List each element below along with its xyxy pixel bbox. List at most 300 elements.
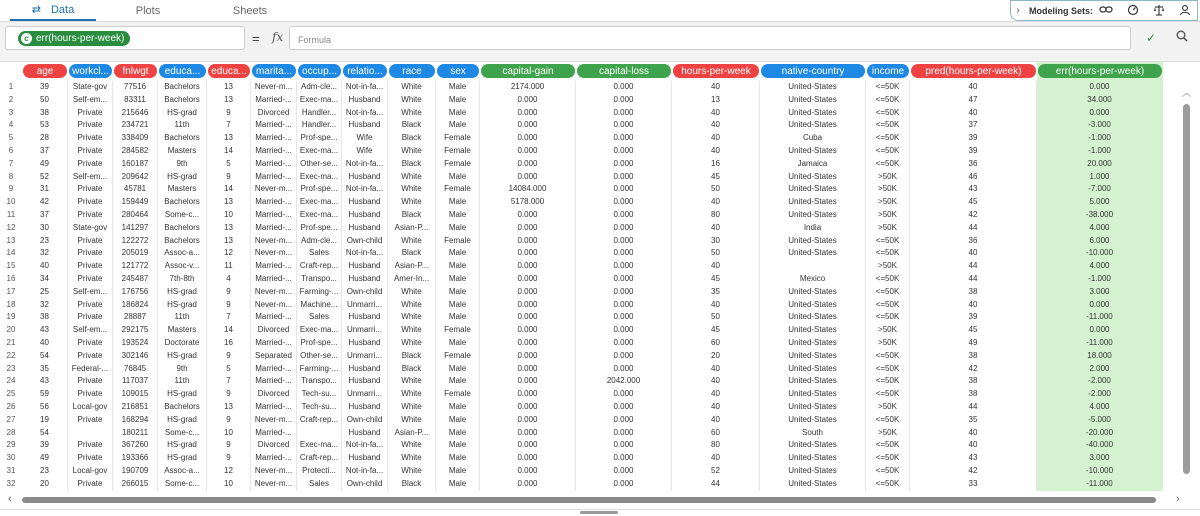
table-cell[interactable]: 40: [910, 81, 1037, 94]
table-cell[interactable]: <=50K: [866, 388, 910, 401]
table-cell[interactable]: 40: [672, 363, 760, 376]
table-cell[interactable]: 23: [22, 465, 68, 478]
table-cell[interactable]: Private: [68, 158, 113, 171]
table-cell[interactable]: Prof-spe...: [297, 132, 342, 145]
table-cell[interactable]: Craft-rep...: [297, 414, 342, 427]
vertical-scrollbar[interactable]: [1178, 62, 1196, 492]
table-cell[interactable]: 40: [672, 375, 760, 388]
table-cell[interactable]: 37: [22, 145, 68, 158]
table-cell[interactable]: <=50K: [866, 299, 910, 312]
table-cell[interactable]: 49: [22, 158, 68, 171]
table-cell[interactable]: 30: [22, 222, 68, 235]
table-cell[interactable]: 44: [910, 260, 1037, 273]
table-cell[interactable]: 0.000: [576, 401, 672, 414]
table-cell[interactable]: 0.000: [480, 235, 576, 248]
table-row[interactable]: [0, 324, 1200, 337]
table-cell[interactable]: 45: [910, 196, 1037, 209]
table-cell[interactable]: -11.000: [1037, 311, 1163, 324]
table-cell[interactable]: 38: [910, 350, 1037, 363]
table-cell[interactable]: United-States: [760, 119, 866, 132]
table-cell[interactable]: 38: [910, 286, 1037, 299]
table-cell[interactable]: HS-grad: [158, 286, 207, 299]
table-cell[interactable]: Male: [436, 107, 480, 120]
table-row[interactable]: [0, 299, 1200, 312]
table-cell[interactable]: -1.000: [1037, 132, 1163, 145]
table-cell[interactable]: White: [388, 235, 436, 248]
table-cell[interactable]: 0.000: [576, 337, 672, 350]
formula-input[interactable]: Formula: [289, 26, 1131, 50]
table-cell[interactable]: Male: [436, 222, 480, 235]
table-cell[interactable]: Adm-cle...: [297, 235, 342, 248]
table-cell[interactable]: 109015: [113, 388, 158, 401]
table-cell[interactable]: 49: [910, 337, 1037, 350]
table-cell[interactable]: 0.000: [480, 132, 576, 145]
table-row[interactable]: [0, 107, 1200, 120]
table-cell[interactable]: 11: [207, 260, 251, 273]
table-cell[interactable]: <=50K: [866, 247, 910, 260]
table-cell[interactable]: 32: [22, 299, 68, 312]
table-cell[interactable]: United-States: [760, 81, 866, 94]
table-cell[interactable]: 3.000: [1037, 452, 1163, 465]
table-cell[interactable]: United-States: [760, 311, 866, 324]
table-cell[interactable]: -10.000: [1037, 247, 1163, 260]
chevron-right-icon[interactable]: ›: [1016, 5, 1020, 16]
table-row[interactable]: [0, 183, 1200, 196]
table-cell[interactable]: 0.000: [576, 286, 672, 299]
table-cell[interactable]: 0.000: [480, 388, 576, 401]
table-cell[interactable]: 4.000: [1037, 260, 1163, 273]
tab-plots[interactable]: [100, 0, 196, 21]
table-cell[interactable]: 0.000: [480, 439, 576, 452]
table-cell[interactable]: Own-child: [342, 478, 388, 491]
table-cell[interactable]: >50K: [866, 209, 910, 222]
table-cell[interactable]: Male: [436, 273, 480, 286]
table-cell[interactable]: 37: [22, 209, 68, 222]
table-cell[interactable]: 34: [22, 273, 68, 286]
table-cell[interactable]: Male: [436, 337, 480, 350]
table-cell[interactable]: 40: [672, 401, 760, 414]
table-cell[interactable]: 52: [22, 171, 68, 184]
table-cell[interactable]: 10: [207, 209, 251, 222]
table-cell[interactable]: Black: [388, 132, 436, 145]
table-cell[interactable]: <=50K: [866, 439, 910, 452]
table-cell[interactable]: 40: [672, 119, 760, 132]
column-header[interactable]: sex: [437, 64, 479, 78]
table-cell[interactable]: 23: [22, 235, 68, 248]
table-cell[interactable]: 121772: [113, 260, 158, 273]
table-cell[interactable]: 117037: [113, 375, 158, 388]
table-cell[interactable]: <=50K: [866, 478, 910, 491]
table-cell[interactable]: Exec-ma...: [297, 209, 342, 222]
table-cell[interactable]: 44: [910, 273, 1037, 286]
table-cell[interactable]: >50K: [866, 183, 910, 196]
table-cell[interactable]: 0.000: [1037, 324, 1163, 337]
table-cell[interactable]: [297, 427, 342, 440]
table-cell[interactable]: >50K: [866, 260, 910, 273]
table-cell[interactable]: Asian-P...: [388, 222, 436, 235]
table-cell[interactable]: Private: [68, 388, 113, 401]
table-cell[interactable]: Husband: [342, 119, 388, 132]
table-cell[interactable]: Own-child: [342, 414, 388, 427]
column-header[interactable]: relatio...: [343, 64, 387, 78]
table-cell[interactable]: Private: [68, 311, 113, 324]
table-cell[interactable]: United-States: [760, 452, 866, 465]
table-cell[interactable]: 11th: [158, 311, 207, 324]
table-row[interactable]: [0, 350, 1200, 363]
table-cell[interactable]: <=50K: [866, 132, 910, 145]
table-cell[interactable]: 0.000: [576, 439, 672, 452]
table-cell[interactable]: Married-...: [251, 452, 297, 465]
link-icon[interactable]: [1099, 5, 1113, 16]
column-header[interactable]: capital-gain: [481, 64, 575, 78]
table-cell[interactable]: Bachelors: [158, 132, 207, 145]
table-cell[interactable]: Other-se...: [297, 350, 342, 363]
table-cell[interactable]: Never-m...: [251, 247, 297, 260]
table-cell[interactable]: 0.000: [480, 145, 576, 158]
table-cell[interactable]: Bachelors: [158, 401, 207, 414]
table-cell[interactable]: 13: [207, 401, 251, 414]
table-cell[interactable]: Wife: [342, 132, 388, 145]
table-cell[interactable]: Farming-...: [297, 363, 342, 376]
column-header[interactable]: educa...: [159, 64, 206, 78]
table-cell[interactable]: 13: [207, 132, 251, 145]
table-cell[interactable]: Husband: [342, 337, 388, 350]
table-cell[interactable]: United-States: [760, 478, 866, 491]
table-cell[interactable]: State-gov: [68, 81, 113, 94]
table-cell[interactable]: Married-...: [251, 273, 297, 286]
table-cell[interactable]: 0.000: [576, 324, 672, 337]
table-cell[interactable]: White: [388, 324, 436, 337]
table-cell[interactable]: Married-...: [251, 337, 297, 350]
table-cell[interactable]: 216851: [113, 401, 158, 414]
table-cell[interactable]: 266015: [113, 478, 158, 491]
table-cell[interactable]: Never-m...: [251, 81, 297, 94]
table-cell[interactable]: 9th: [158, 158, 207, 171]
table-cell[interactable]: 0.000: [480, 401, 576, 414]
table-cell[interactable]: 52: [672, 465, 760, 478]
table-cell[interactable]: 0.000: [576, 107, 672, 120]
table-cell[interactable]: State-gov: [68, 222, 113, 235]
column-pill[interactable]: [18, 31, 130, 46]
table-cell[interactable]: Masters: [158, 145, 207, 158]
table-cell[interactable]: 53: [22, 119, 68, 132]
table-cell[interactable]: 83311: [113, 94, 158, 107]
table-cell[interactable]: Divorced: [251, 324, 297, 337]
table-cell[interactable]: 12: [207, 247, 251, 260]
table-cell[interactable]: <=50K: [866, 286, 910, 299]
table-cell[interactable]: Male: [436, 119, 480, 132]
table-cell[interactable]: 13: [207, 235, 251, 248]
table-cell[interactable]: <=50K: [866, 452, 910, 465]
table-row[interactable]: [0, 171, 1200, 184]
table-cell[interactable]: 60: [672, 427, 760, 440]
table-cell[interactable]: Never-m...: [251, 414, 297, 427]
table-cell[interactable]: United-States: [760, 414, 866, 427]
table-cell[interactable]: Private: [68, 145, 113, 158]
table-cell[interactable]: 0.000: [576, 414, 672, 427]
chevron-up-icon[interactable]: ︿: [1182, 88, 1192, 98]
table-cell[interactable]: 76845: [113, 363, 158, 376]
table-cell[interactable]: United-States: [760, 439, 866, 452]
table-cell[interactable]: 42: [910, 363, 1037, 376]
column-header[interactable]: workcl...: [69, 64, 112, 78]
table-cell[interactable]: Husband: [342, 452, 388, 465]
table-cell[interactable]: <=50K: [866, 235, 910, 248]
table-cell[interactable]: 4: [207, 273, 251, 286]
table-cell[interactable]: 36: [910, 235, 1037, 248]
table-cell[interactable]: 19: [22, 414, 68, 427]
table-cell[interactable]: 0.000: [480, 465, 576, 478]
column-header[interactable]: native-country: [761, 64, 865, 78]
table-cell[interactable]: 54: [22, 350, 68, 363]
table-cell[interactable]: 42: [910, 209, 1037, 222]
table-cell[interactable]: 38: [22, 311, 68, 324]
table-cell[interactable]: India: [760, 222, 866, 235]
table-cell[interactable]: Married-...: [251, 171, 297, 184]
table-cell[interactable]: 0.000: [576, 209, 672, 222]
table-cell[interactable]: 40: [672, 222, 760, 235]
table-cell[interactable]: 36: [910, 158, 1037, 171]
table-cell[interactable]: 245487: [113, 273, 158, 286]
table-cell[interactable]: White: [388, 145, 436, 158]
table-cell[interactable]: United-States: [760, 235, 866, 248]
table-cell[interactable]: Never-m...: [251, 478, 297, 491]
table-cell[interactable]: Male: [436, 286, 480, 299]
table-cell[interactable]: White: [388, 183, 436, 196]
table-cell[interactable]: Married-...: [251, 311, 297, 324]
table-cell[interactable]: White: [388, 452, 436, 465]
table-cell[interactable]: Female: [436, 235, 480, 248]
table-cell[interactable]: 0.000: [480, 375, 576, 388]
table-cell[interactable]: United-States: [760, 286, 866, 299]
table-row[interactable]: [0, 311, 1200, 324]
table-cell[interactable]: United-States: [760, 183, 866, 196]
table-cell[interactable]: 7th-8th: [158, 273, 207, 286]
table-row[interactable]: [0, 427, 1200, 440]
table-cell[interactable]: Prof-spe...: [297, 337, 342, 350]
table-cell[interactable]: 16: [207, 337, 251, 350]
table-cell[interactable]: 0.000: [480, 427, 576, 440]
table-cell[interactable]: Never-m...: [251, 183, 297, 196]
table-cell[interactable]: Married-...: [251, 375, 297, 388]
table-cell[interactable]: White: [388, 375, 436, 388]
table-cell[interactable]: Unmarri...: [342, 388, 388, 401]
table-cell[interactable]: 40: [672, 145, 760, 158]
table-cell[interactable]: Married-...: [251, 119, 297, 132]
column-header[interactable]: capital-loss: [577, 64, 671, 78]
table-cell[interactable]: 0.000: [576, 222, 672, 235]
table-cell[interactable]: 20.000: [1037, 158, 1163, 171]
table-cell[interactable]: 80: [672, 209, 760, 222]
table-cell[interactable]: Transpo...: [297, 273, 342, 286]
table-cell[interactable]: Male: [436, 465, 480, 478]
table-cell[interactable]: 13: [207, 94, 251, 107]
table-cell[interactable]: 180211: [113, 427, 158, 440]
table-cell[interactable]: Self-em...: [68, 324, 113, 337]
table-cell[interactable]: 0.000: [480, 171, 576, 184]
table-cell[interactable]: Unmarri...: [342, 299, 388, 312]
table-cell[interactable]: 13: [207, 196, 251, 209]
table-cell[interactable]: 0.000: [480, 350, 576, 363]
column-header[interactable]: hours-per-week: [673, 64, 759, 78]
table-cell[interactable]: 0.000: [480, 209, 576, 222]
table-cell[interactable]: <=50K: [866, 375, 910, 388]
table-cell[interactable]: >50K: [866, 196, 910, 209]
table-cell[interactable]: Married-...: [251, 363, 297, 376]
table-cell[interactable]: 2.000: [1037, 363, 1163, 376]
table-cell[interactable]: Exec-ma...: [297, 324, 342, 337]
table-row[interactable]: [0, 375, 1200, 388]
table-cell[interactable]: -1.000: [1037, 273, 1163, 286]
table-cell[interactable]: 7: [207, 375, 251, 388]
table-cell[interactable]: Assoc-v...: [158, 260, 207, 273]
chevron-left-icon[interactable]: ‹: [8, 493, 12, 505]
table-cell[interactable]: 13: [207, 222, 251, 235]
table-cell[interactable]: 0.000: [480, 247, 576, 260]
table-cell[interactable]: 0.000: [1037, 81, 1163, 94]
table-cell[interactable]: 40: [672, 81, 760, 94]
table-cell[interactable]: Bachelors: [158, 235, 207, 248]
table-cell[interactable]: 38: [22, 107, 68, 120]
table-cell[interactable]: Some-c...: [158, 209, 207, 222]
table-cell[interactable]: -11.000: [1037, 478, 1163, 491]
table-cell[interactable]: South: [760, 427, 866, 440]
table-cell[interactable]: <=50K: [866, 158, 910, 171]
table-cell[interactable]: Married-...: [251, 209, 297, 222]
table-cell[interactable]: Exec-ma...: [297, 439, 342, 452]
table-cell[interactable]: 5178.000: [480, 196, 576, 209]
table-cell[interactable]: Husband: [342, 94, 388, 107]
table-cell[interactable]: Husband: [342, 427, 388, 440]
table-cell[interactable]: Black: [388, 478, 436, 491]
table-cell[interactable]: 20: [672, 350, 760, 363]
table-cell[interactable]: Private: [68, 119, 113, 132]
table-cell[interactable]: Female: [436, 324, 480, 337]
table-cell[interactable]: 0.000: [480, 478, 576, 491]
table-cell[interactable]: 205019: [113, 247, 158, 260]
table-cell[interactable]: Private: [68, 132, 113, 145]
table-cell[interactable]: Black: [388, 247, 436, 260]
table-cell[interactable]: White: [388, 107, 436, 120]
table-cell[interactable]: 6.000: [1037, 235, 1163, 248]
table-cell[interactable]: United-States: [760, 209, 866, 222]
table-cell[interactable]: Separated: [251, 350, 297, 363]
horizontal-scrollbar[interactable]: [0, 491, 1200, 509]
table-cell[interactable]: Female: [436, 388, 480, 401]
table-cell[interactable]: Exec-ma...: [297, 171, 342, 184]
table-cell[interactable]: 0.000: [576, 388, 672, 401]
table-cell[interactable]: 35: [910, 414, 1037, 427]
table-cell[interactable]: 44: [672, 478, 760, 491]
table-cell[interactable]: 168294: [113, 414, 158, 427]
table-cell[interactable]: 40: [672, 388, 760, 401]
table-cell[interactable]: >50K: [866, 401, 910, 414]
table-cell[interactable]: Masters: [158, 183, 207, 196]
table-cell[interactable]: 0.000: [480, 94, 576, 107]
table-cell[interactable]: 28: [22, 132, 68, 145]
table-cell[interactable]: Husband: [342, 260, 388, 273]
table-cell[interactable]: Male: [436, 439, 480, 452]
table-cell[interactable]: United-States: [760, 94, 866, 107]
table-cell[interactable]: <=50K: [866, 465, 910, 478]
table-cell[interactable]: 34.000: [1037, 94, 1163, 107]
table-cell[interactable]: 122272: [113, 235, 158, 248]
table-cell[interactable]: 0.000: [576, 452, 672, 465]
table-cell[interactable]: Husband: [342, 401, 388, 414]
table-cell[interactable]: 40: [672, 260, 760, 273]
table-cell[interactable]: -7.000: [1037, 183, 1163, 196]
table-cell[interactable]: United-States: [760, 107, 866, 120]
table-cell[interactable]: Married-...: [251, 401, 297, 414]
table-cell[interactable]: Black: [388, 119, 436, 132]
table-cell[interactable]: 5: [207, 363, 251, 376]
table-cell[interactable]: 0.000: [480, 337, 576, 350]
table-cell[interactable]: Own-child: [342, 235, 388, 248]
table-cell[interactable]: 0.000: [576, 273, 672, 286]
table-cell[interactable]: 44: [910, 401, 1037, 414]
table-cell[interactable]: 0.000: [480, 260, 576, 273]
table-cell[interactable]: Not-in-fa...: [342, 183, 388, 196]
table-cell[interactable]: 0.000: [576, 81, 672, 94]
table-cell[interactable]: 0.000: [480, 299, 576, 312]
table-cell[interactable]: 0.000: [576, 158, 672, 171]
table-row[interactable]: [0, 439, 1200, 452]
table-cell[interactable]: 0.000: [1037, 107, 1163, 120]
table-cell[interactable]: 0.000: [1037, 299, 1163, 312]
table-cell[interactable]: Married-...: [251, 94, 297, 107]
table-cell[interactable]: Private: [68, 337, 113, 350]
table-cell[interactable]: United-States: [760, 247, 866, 260]
table-row[interactable]: [0, 145, 1200, 158]
table-cell[interactable]: 9: [207, 414, 251, 427]
table-cell[interactable]: 40: [22, 260, 68, 273]
table-cell[interactable]: Not-in-fa...: [342, 158, 388, 171]
table-cell[interactable]: 0.000: [480, 452, 576, 465]
table-cell[interactable]: 43: [910, 452, 1037, 465]
table-cell[interactable]: Married-...: [251, 222, 297, 235]
table-cell[interactable]: White: [388, 337, 436, 350]
table-cell[interactable]: Husband: [342, 222, 388, 235]
table-cell[interactable]: Husband: [342, 196, 388, 209]
table-cell[interactable]: Not-in-fa...: [342, 107, 388, 120]
table-cell[interactable]: 0.000: [480, 414, 576, 427]
column-header[interactable]: educa...: [208, 64, 250, 78]
table-cell[interactable]: Husband: [342, 171, 388, 184]
table-cell[interactable]: Jamaica: [760, 158, 866, 171]
table-cell[interactable]: Prof-spe...: [297, 222, 342, 235]
table-cell[interactable]: Husband: [342, 375, 388, 388]
resize-handle[interactable]: [580, 511, 618, 514]
table-cell[interactable]: 160187: [113, 158, 158, 171]
table-cell[interactable]: Self-em...: [68, 286, 113, 299]
panel-resize-bar[interactable]: [0, 509, 1200, 516]
table-cell[interactable]: >50K: [866, 427, 910, 440]
table-cell[interactable]: Sales: [297, 478, 342, 491]
table-cell[interactable]: White: [388, 94, 436, 107]
table-cell[interactable]: Exec-ma...: [297, 196, 342, 209]
table-cell[interactable]: 2042.000: [576, 375, 672, 388]
table-cell[interactable]: Male: [436, 209, 480, 222]
table-cell[interactable]: -3.000: [1037, 119, 1163, 132]
table-cell[interactable]: 0.000: [480, 222, 576, 235]
table-cell[interactable]: Male: [436, 81, 480, 94]
table-cell[interactable]: 43: [910, 183, 1037, 196]
table-cell[interactable]: <=50K: [866, 119, 910, 132]
table-cell[interactable]: Handler...: [297, 107, 342, 120]
table-cell[interactable]: Private: [68, 375, 113, 388]
table-cell[interactable]: 0.000: [480, 273, 576, 286]
table-row[interactable]: [0, 286, 1200, 299]
